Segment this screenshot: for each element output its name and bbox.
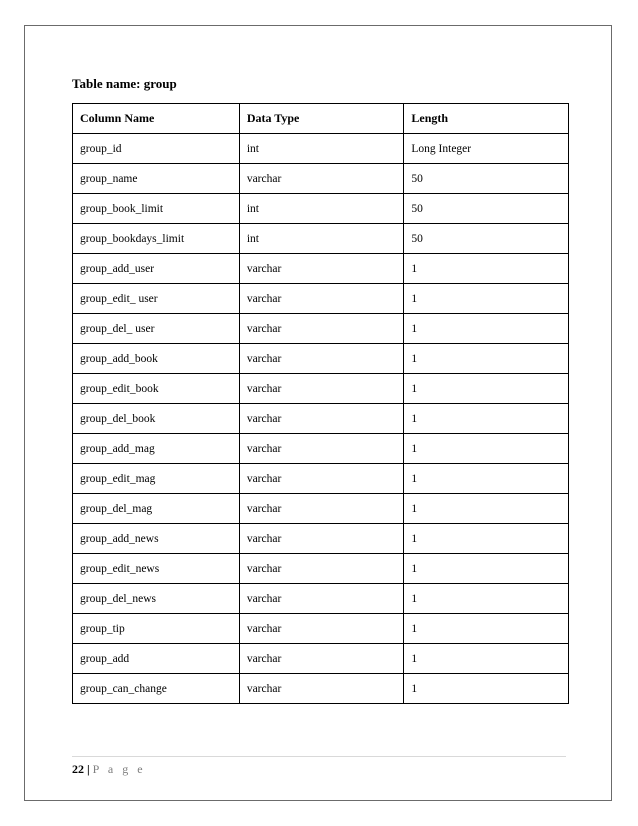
cell-length: 1 [404,674,569,704]
cell-length: 1 [404,374,569,404]
table-row [73,584,569,614]
cell-column-name: group_add_book [73,344,240,374]
cell-column-name: group_edit_book [73,374,240,404]
table-row [73,524,569,554]
table-row [73,314,569,344]
cell-data-type: int [239,224,404,254]
cell-length: 1 [404,644,569,674]
cell-column-name: group_add_mag [73,434,240,464]
table-row [73,284,569,314]
page-footer [72,762,146,777]
cell-column-name: group_del_book [73,404,240,434]
table-row [73,554,569,584]
cell-column-name: group_del_mag [73,494,240,524]
cell-data-type: varchar [239,344,404,374]
cell-column-name: group_book_limit [73,194,240,224]
cell-length: 1 [404,254,569,284]
cell-column-name: group_edit_mag [73,464,240,494]
cell-data-type: varchar [239,254,404,284]
footer-divider [72,756,566,757]
cell-data-type: int [239,134,404,164]
cell-length: 1 [404,524,569,554]
table-row [73,614,569,644]
cell-data-type: varchar [239,284,404,314]
cell-column-name: group_name [73,164,240,194]
table-row [73,644,569,674]
cell-column-name: group_del_news [73,584,240,614]
table-row [73,164,569,194]
page-label: P a g e [92,762,146,776]
cell-column-name: group_bookdays_limit [73,224,240,254]
cell-length: 1 [404,614,569,644]
table-row [73,134,569,164]
cell-length: 50 [404,164,569,194]
cell-length: 1 [404,464,569,494]
cell-length: 1 [404,584,569,614]
cell-data-type: varchar [239,614,404,644]
header-row [73,104,569,134]
cell-column-name: group_can_change [73,674,240,704]
cell-data-type: varchar [239,674,404,704]
table-row [73,434,569,464]
cell-data-type: varchar [239,644,404,674]
cell-length: 1 [404,434,569,464]
cell-column-name: group_add [73,644,240,674]
cell-data-type: varchar [239,314,404,344]
cell-column-name: group_edit_news [73,554,240,584]
table-row [73,224,569,254]
cell-length: 1 [404,284,569,314]
cell-data-type: varchar [239,434,404,464]
cell-length: 1 [404,404,569,434]
table-row [73,374,569,404]
cell-column-name: group_add_news [73,524,240,554]
column-header-length: Length [404,104,569,134]
table-row [73,254,569,284]
cell-data-type: varchar [239,164,404,194]
cell-length: 1 [404,314,569,344]
schema-table [72,103,569,704]
table-row [73,344,569,374]
cell-data-type: varchar [239,464,404,494]
cell-column-name: group_del_ user [73,314,240,344]
cell-length: 1 [404,494,569,524]
footer-separator: | [87,762,90,776]
cell-length: 50 [404,224,569,254]
cell-length: Long Integer [404,134,569,164]
cell-data-type: varchar [239,374,404,404]
cell-column-name: group_edit_ user [73,284,240,314]
cell-data-type: varchar [239,554,404,584]
cell-column-name: group_tip [73,614,240,644]
cell-data-type: varchar [239,404,404,434]
column-header-name: Column Name [73,104,240,134]
cell-column-name: group_id [73,134,240,164]
table-row [73,194,569,224]
table-row [73,674,569,704]
table-row [73,404,569,434]
page-number: 22 [72,762,84,776]
cell-length: 1 [404,554,569,584]
cell-data-type: varchar [239,584,404,614]
cell-length: 50 [404,194,569,224]
table-title: Table name: group [72,76,177,91]
column-header-type: Data Type [239,104,404,134]
cell-data-type: int [239,194,404,224]
cell-column-name: group_add_user [73,254,240,284]
cell-data-type: varchar [239,494,404,524]
cell-length: 1 [404,344,569,374]
table-row [73,464,569,494]
table-row [73,494,569,524]
cell-data-type: varchar [239,524,404,554]
